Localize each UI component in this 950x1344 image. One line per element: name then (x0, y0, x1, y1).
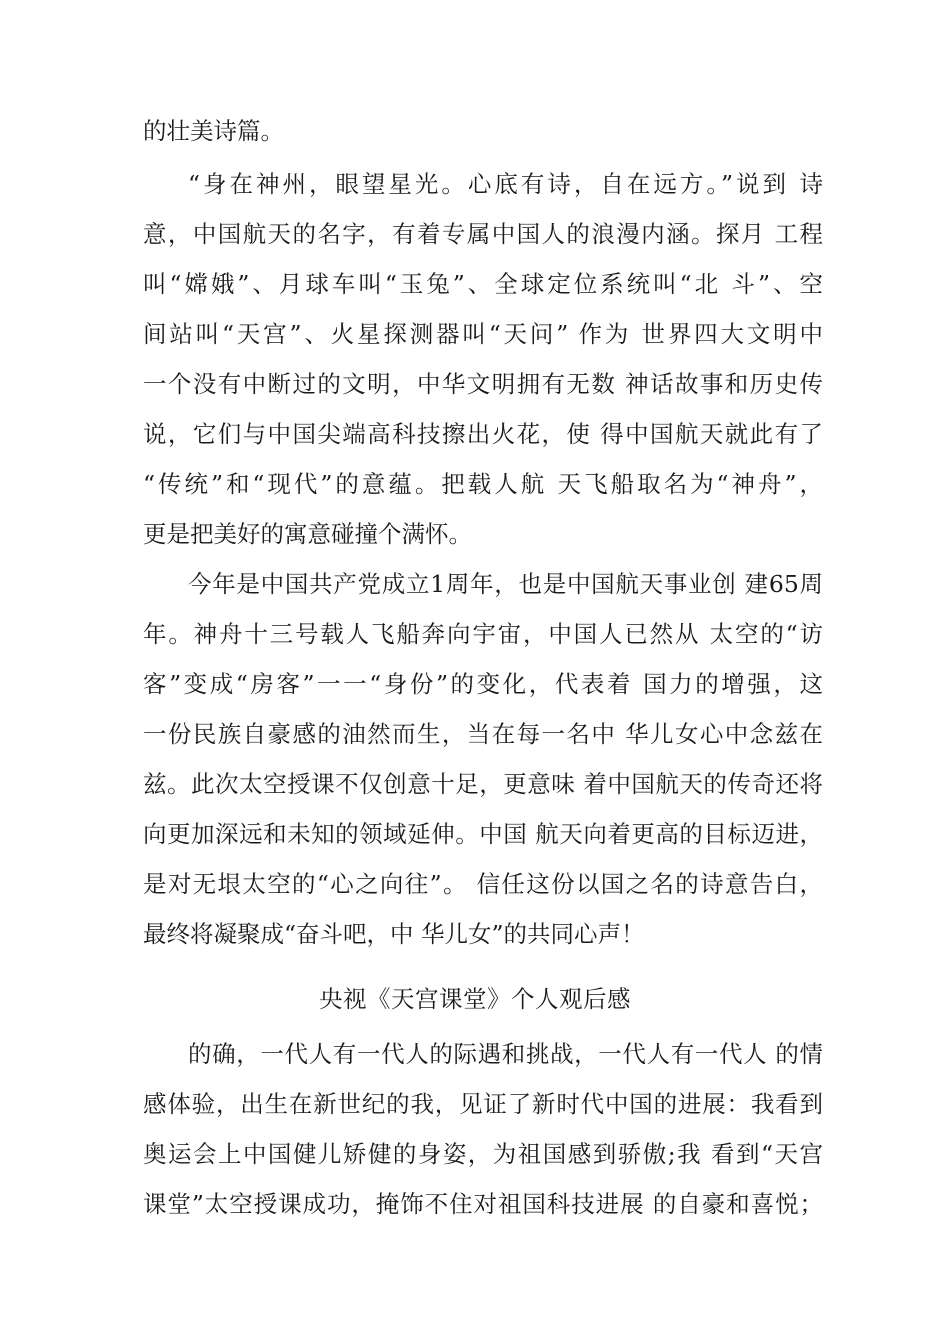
paragraph-line: 最终将凝聚成“奋斗吧，中 华儿女”的共同心声！ (143, 920, 645, 948)
paragraph-line: 年。神舟十三号载人飞船奔向宇宙，中国人已然从 太空的“访 (143, 620, 823, 648)
paragraph-line: 感体验，出生在新世纪的我，见证了新时代中国的进展：我看到 (143, 1090, 823, 1118)
paragraph-line: 叫“嫦娥”、月球车叫“玉兔”、全球定位系统叫“北 斗”、空 (143, 270, 823, 298)
paragraph-line: 意，中国航天的名字，有着专属中国人的浪漫内涵。探月 工程 (143, 220, 823, 248)
paragraph-line: 说，它们与中国尖端高科技擦出火花，使 得中国航天就此有了 (143, 420, 823, 448)
paragraph-line: 今年是中国共产党成立1周年，也是中国航天事业创 建65周 (188, 570, 823, 598)
section-heading: 央视《天宫课堂》个人观后感 (319, 985, 631, 1013)
paragraph-line: 课堂”太空授课成功，掩饰不住对祖国科技进展 的自豪和喜悦； (143, 1190, 823, 1218)
paragraph-line: 一份民族自豪感的油然而生，当在每一名中 华儿女心中念兹在 (143, 720, 823, 748)
paragraph-line: 奥运会上中国健儿矫健的身姿，为祖国感到骄傲;我 看到“天宫 (143, 1140, 823, 1168)
paragraph-line: 客”变成“房客”一一“身份”的变化，代表着 国力的增强，这 (143, 670, 823, 698)
paragraph-line: 一个没有中断过的文明，中华文明拥有无数 神话故事和历史传 (143, 370, 823, 398)
paragraph-line: 的壮美诗篇。 (143, 117, 284, 145)
paragraph-line: 更是把美好的寓意碰撞个满怀。 (143, 520, 472, 548)
paragraph-line: “身在神州，眼望星光。心底有诗，自在远方。”说到 诗 (188, 170, 823, 198)
paragraph-line: 间站叫“天宫”、火星探测器叫“天问” 作为 世界四大文明中 (143, 320, 823, 348)
paragraph-line: 的确，一代人有一代人的际遇和挑战，一代人有一代人 的情 (188, 1040, 823, 1068)
paragraph-line: 是对无垠太空的“心之向往”。 信任这份以国之名的诗意告白， (143, 870, 823, 898)
paragraph-line: 兹。此次太空授课不仅创意十足，更意味 着中国航天的传奇还将 (143, 770, 823, 798)
paragraph-line: 向更加深远和未知的领域延伸。中国 航天向着更高的目标迈进， (143, 820, 823, 848)
paragraph-line: “传统”和“现代”的意蕴。把载人航 天飞船取名为“神舟”， (143, 470, 823, 498)
